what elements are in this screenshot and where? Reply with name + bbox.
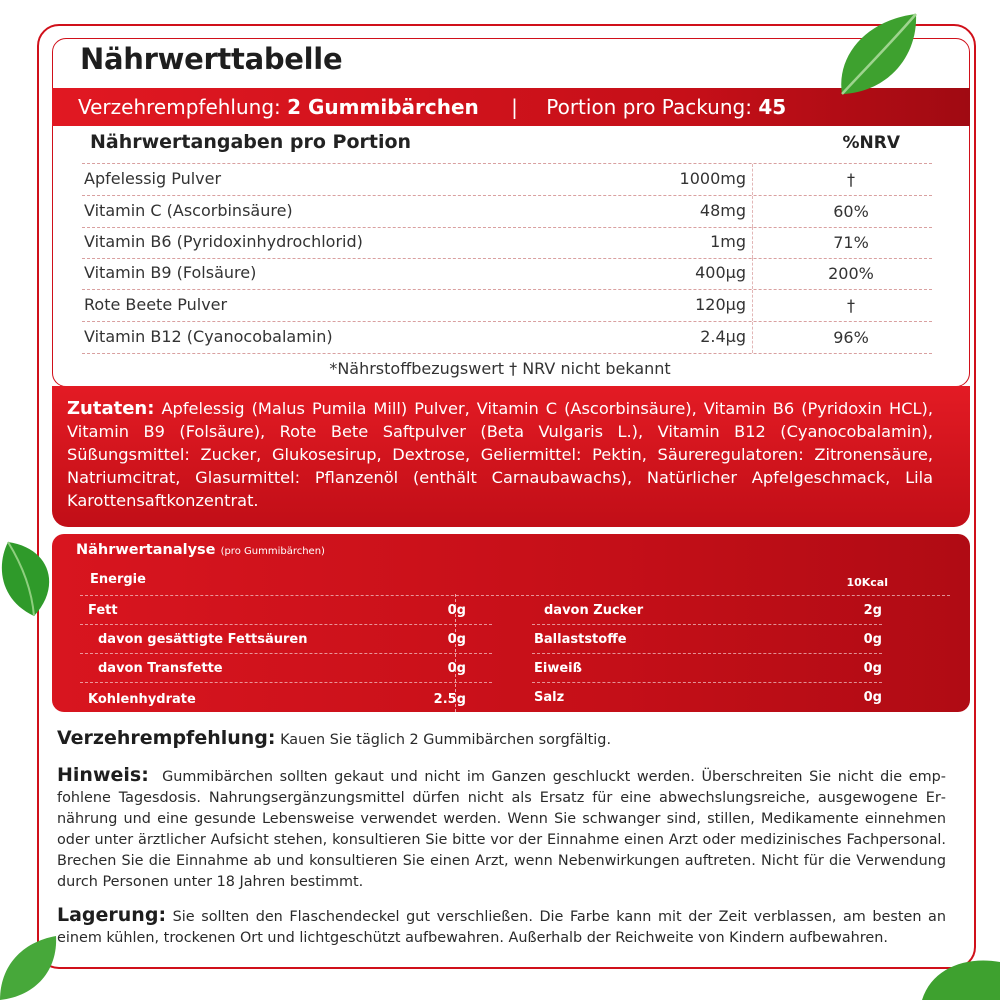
nutrient-nrv: 71%	[833, 233, 869, 252]
analysis-title	[76, 542, 325, 558]
analysis-name: Kohlenhydrate	[88, 692, 196, 707]
analysis-name: davon Transfette	[98, 661, 223, 676]
nutrient-name: Rote Beete Pulver	[84, 295, 228, 314]
mint-leaf-icon	[828, 6, 928, 106]
nutrient-amount: 1mg	[710, 232, 746, 251]
nutrient-name: Vitamin C (Ascorbinsäure)	[84, 201, 293, 220]
nutrient-nrv: †	[847, 170, 855, 189]
nutrient-name: Vitamin B12 (Cyanocobalamin)	[84, 327, 333, 346]
analysis-row	[80, 595, 492, 625]
analysis-panel	[52, 534, 970, 712]
ingredients-label: Zutaten:	[67, 398, 155, 419]
table-row	[82, 196, 932, 228]
nutrient-amount: 400µg	[695, 263, 746, 282]
column-divider	[752, 164, 753, 195]
analysis-name: Salz	[534, 690, 565, 705]
analysis-row	[80, 653, 492, 683]
analysis-row	[532, 653, 882, 683]
storage-label: Lagerung:	[57, 904, 167, 926]
nutrient-name: Vitamin B6 (Pyridoxinhydrochlorid)	[84, 232, 363, 251]
ingredients-panel	[52, 386, 970, 527]
analysis-value: 0g	[863, 632, 882, 647]
table-row	[82, 164, 932, 196]
nutrient-amount: 2.4µg	[700, 327, 746, 346]
nutrient-amount: 120µg	[695, 295, 746, 314]
nutrient-amount: 48mg	[699, 201, 746, 220]
analysis-name: davon Zucker	[544, 603, 644, 618]
header-nrv: %NRV	[842, 133, 900, 153]
analysis-value: 2g	[863, 603, 882, 618]
table-row	[82, 258, 932, 290]
analysis-name: Ballaststoffe	[534, 632, 627, 647]
table-row	[82, 290, 932, 322]
analysis-row	[532, 624, 882, 654]
note-label: Hinweis:	[57, 764, 149, 786]
analysis-value: 0g	[447, 661, 466, 676]
recommendation-paragraph	[57, 728, 946, 751]
analysis-row	[532, 682, 882, 711]
portions-label: Portion pro Packung:	[546, 95, 752, 119]
nutrient-nrv: 60%	[833, 202, 869, 221]
nutrient-nrv: 96%	[833, 328, 869, 347]
analysis-value: 0g	[863, 690, 882, 705]
analysis-value: 0g	[447, 632, 466, 647]
analysis-value: 0g	[863, 661, 882, 676]
nutrient-name: Vitamin B9 (Folsäure)	[84, 263, 257, 282]
table-row	[82, 322, 932, 354]
serving-value: 2 Gummibärchen	[287, 95, 479, 119]
nutrient-nrv: †	[847, 296, 855, 315]
nutrition-table-header	[82, 129, 932, 164]
portions-value: 45	[758, 95, 787, 119]
analysis-subtitle: (pro Gummibärchen)	[220, 546, 325, 557]
page-title: Nährwerttabelle	[80, 42, 343, 76]
ingredients-text: Apfelessig (Malus Pumila Mill) Pulver, Vitamin C (Ascorbinsäure), Vitamin B6 (Pyridoxin HCL), Vitamin B9 (Folsäure), Rote Bete Saftpulver (Beta Vulgaris L.), Vitamin B12 (Cyanocobalamin), Süßungsmittel: Zucker, Glukosesirup, Dextrose, Geliermittel: Pektin, Säureregulatoren: Zitronensäure, Natriumcitrat, Glasurmittel: Pflanzenöl (enthält Carnaubawachs), Natürlicher Apfelgeschmack, Lila Karottensaftkonzentrat.	[67, 399, 933, 510]
column-divider	[752, 196, 753, 227]
analysis-row	[80, 624, 492, 654]
mint-leaf-icon	[0, 538, 62, 618]
energy-label: Energie	[90, 572, 146, 587]
analysis-title-text: Nährwertanalyse	[76, 542, 216, 558]
column-divider	[752, 290, 753, 321]
storage-paragraph	[57, 905, 946, 949]
column-divider	[752, 227, 753, 258]
storage-text: Sie sollten den Flaschendeckel gut verschließen. Die Farbe kann mit der Zeit verblassen, am besten an einem kühlen, trockenen Ort und lichtgeschützt aufbewahren. Außerhalb der Reichweite von Kindern aufbewahren.	[57, 909, 947, 946]
nutrient-amount: 1000mg	[679, 169, 746, 188]
mint-leaf-icon	[0, 936, 58, 1000]
analysis-name: Fett	[88, 603, 118, 618]
recommendation-label: Verzehrempfehlung:	[57, 727, 276, 749]
note-text: Gummibärchen sollten gekaut und nicht im Ganzen geschluckt werden. Überschreiten Sie nicht die empfohlene Tagesdosis. Nahrungsergänzungsmittel dürfen nicht als Ersatz für eine abwechslungsreiche, ausgewogene Ernährung und eine gesunde Lebensweise verwendet werden. Wenn Sie schwanger sind, stillen, Medikamente einnehmen oder unter ärztlicher Aufsicht stehen, konsultieren Sie bitte vor der Einnahme einen Arzt oder medizinisches Fachpersonal. Brechen Sie die Einnahme ab und konsultieren Sie einen Arzt, wenn Nebenwirkungen auftreten. Nicht für die Verwendung durch Personen unter 18 Jahren bestimmt.	[57, 769, 946, 890]
nutrient-nrv: 200%	[828, 264, 874, 283]
energy-value: 10Kcal	[846, 576, 888, 589]
serving-separator: |	[511, 95, 518, 119]
nrv-footnote: *Nährstoffbezugswert † NRV nicht bekannt	[329, 359, 671, 378]
column-divider	[752, 322, 753, 353]
serving-label: Verzehrempfehlung:	[78, 95, 281, 119]
analysis-value: 2.5g	[433, 692, 466, 707]
mint-leaf-icon	[918, 956, 1000, 1000]
analysis-name: davon gesättigte Fettsäuren	[98, 632, 308, 647]
analysis-row	[80, 684, 492, 713]
energy-row	[80, 566, 950, 596]
table-row	[82, 227, 932, 259]
analysis-row	[532, 595, 882, 625]
recommendation-text: Kauen Sie täglich 2 Gummibärchen sorgfältig.	[280, 732, 612, 748]
column-divider	[752, 258, 753, 289]
analysis-column-divider	[455, 594, 456, 712]
analysis-value: 0g	[447, 603, 466, 618]
nutrient-name: Apfelessig Pulver	[84, 169, 222, 188]
note-paragraph	[57, 765, 946, 893]
analysis-name: Eiweiß	[534, 661, 582, 676]
header-per-portion: Nährwertangaben pro Portion	[90, 131, 412, 153]
